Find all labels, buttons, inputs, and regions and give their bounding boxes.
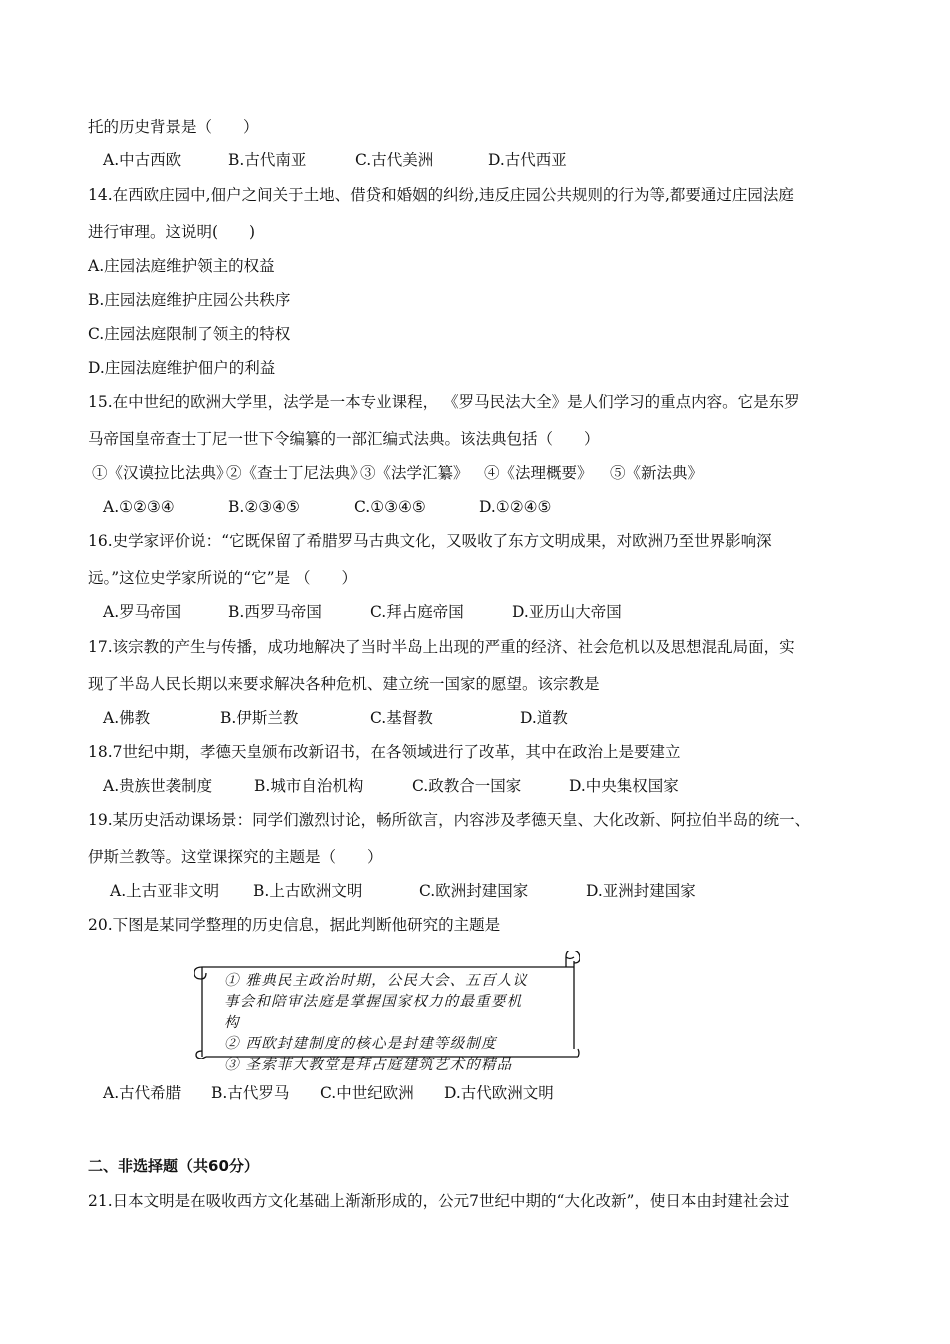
q17-options xyxy=(103,708,568,728)
option-c: C.拜占庭帝国 xyxy=(370,603,464,621)
scroll-text xyxy=(224,971,564,1076)
option-a: A.古代希腊 xyxy=(103,1084,182,1102)
q18-options xyxy=(103,776,679,796)
q13-options xyxy=(103,150,567,170)
option-d: D.道教 xyxy=(520,709,568,727)
q16-options xyxy=(103,602,622,622)
q20-stem-line1: 20.下图是某同学整理的历史信息，据此判断他研究的主题是 xyxy=(88,916,501,934)
option-c: C.中世纪欧洲 xyxy=(320,1084,414,1102)
option-b: B.古代南亚 xyxy=(228,151,307,169)
scroll-line-3: 构 xyxy=(224,1015,240,1031)
option-c: C.政教合一国家 xyxy=(412,777,522,795)
option-d: D.古代西亚 xyxy=(488,151,567,169)
q19-options xyxy=(110,881,696,901)
q14-option-d: D.庄园法庭维护佃户的利益 xyxy=(88,359,276,377)
q15-item-2: ②《查士丁尼法典》 xyxy=(226,464,366,482)
section-heading: 二、非选择题（共60分） xyxy=(88,1157,259,1175)
option-d: D.亚历山大帝国 xyxy=(512,603,622,621)
option-b: B.西罗马帝国 xyxy=(228,603,322,621)
q15-items xyxy=(92,463,703,483)
q15-item-1: ①《汉谟拉比法典》 xyxy=(92,464,232,482)
q14-option-c: C.庄园法庭限制了领主的特权 xyxy=(88,325,291,343)
scroll-line-4: ② 西欧封建制度的核心是封建等级制度 xyxy=(224,1036,497,1052)
option-d: D.亚洲封建国家 xyxy=(586,882,696,900)
q17-stem-line1: 17.该宗教的产生与传播，成功地解决了当时半岛上出现的严重的经济、社会危机以及思想混乱局面，实 xyxy=(88,638,795,656)
option-c: C.①③④⑤ xyxy=(354,498,426,516)
option-a: A.佛教 xyxy=(103,709,151,727)
option-d: D.古代欧洲文明 xyxy=(444,1084,554,1102)
option-b: B.伊斯兰教 xyxy=(220,709,299,727)
q14-option-a: A.庄园法庭维护领主的权益 xyxy=(88,257,275,275)
option-a: A.罗马帝国 xyxy=(103,603,182,621)
q15-stem-line2: 马帝国皇帝查士丁尼一世下令编纂的一部汇编式法典。该法典包括（ ） xyxy=(88,430,600,448)
option-d: D.中央集权国家 xyxy=(569,777,679,795)
q21-stem-line1: 21.日本文明是在吸收西方文化基础上渐渐形成的，公元7世纪中期的“大化改新”，使日本由封建社会过 xyxy=(88,1192,790,1210)
scroll-line-5: ③ 圣索菲大教堂是拜占庭建筑艺术的精品 xyxy=(224,1057,513,1073)
q18-stem-line1: 18.7世纪中期，孝德天皇颁布改新诏书，在各领域进行了改革，其中在政治上是要建立 xyxy=(88,743,681,761)
q15-stem-line1: 15.在中世纪的欧洲大学里，法学是一本专业课程， 《罗马民法大全》是人们学习的重点内容。它是东罗 xyxy=(88,393,800,411)
option-b: B.城市自治机构 xyxy=(254,777,364,795)
option-a: A.①②③④ xyxy=(103,498,175,516)
q13-tail: 托的历史背景是（ ） xyxy=(88,118,259,136)
q14-option-b: B.庄园法庭维护庄园公共秩序 xyxy=(88,291,291,309)
option-c: C.欧洲封建国家 xyxy=(419,882,529,900)
q15-options xyxy=(103,497,551,517)
option-b: B.古代罗马 xyxy=(211,1084,290,1102)
q15-item-5: ⑤《新法典》 xyxy=(610,464,704,482)
option-a: A.中古西欧 xyxy=(103,151,182,169)
scroll-line-2: 事会和陪审法庭是掌握国家权力的最重要机 xyxy=(224,994,523,1010)
q14-stem-line2: 进行审理。这说明( ) xyxy=(88,223,256,241)
q16-stem-line1: 16.史学家评价说：“它既保留了希腊罗马古典文化，又吸收了东方文明成果，对欧洲乃至世界影响深 xyxy=(88,532,772,550)
q15-item-4: ④《法理概要》 xyxy=(484,464,593,482)
option-b: B.上古欧洲文明 xyxy=(253,882,363,900)
q15-item-3: ③《法学汇纂》 xyxy=(360,464,469,482)
option-a: A.贵族世袭制度 xyxy=(103,777,213,795)
q20-options xyxy=(103,1083,554,1103)
q19-stem-line2: 伊斯兰教等。这堂课探究的主题是（ ） xyxy=(88,848,383,866)
option-d: D.①②④⑤ xyxy=(479,498,552,516)
q19-stem-line1: 19.某历史活动课场景：同学们激烈讨论，畅所欲言，内容涉及孝德天皇、大化改新、阿拉伯半岛的统一、 xyxy=(88,811,811,829)
option-c: C.古代美洲 xyxy=(355,151,434,169)
q14-stem-line1: 14.在西欧庄园中,佃户之间关于土地、借贷和婚姻的纠纷,违反庄园公共规则的行为等,都要通过庄园法庭 xyxy=(88,186,794,204)
option-b: B.②③④⑤ xyxy=(228,498,300,516)
option-c: C.基督教 xyxy=(370,709,433,727)
scroll-line-1: ① 雅典民主政治时期，公民大会、五百人议 xyxy=(224,973,529,989)
q16-stem-line2: 远。”这位史学家所说的“它”是 （ ） xyxy=(88,569,357,587)
option-a: A.上古亚非文明 xyxy=(110,882,220,900)
history-info-scroll xyxy=(194,951,580,1073)
q17-stem-line2: 现了半岛人民长期以来要求解决各种危机、建立统一国家的愿望。该宗教是 xyxy=(88,675,600,693)
